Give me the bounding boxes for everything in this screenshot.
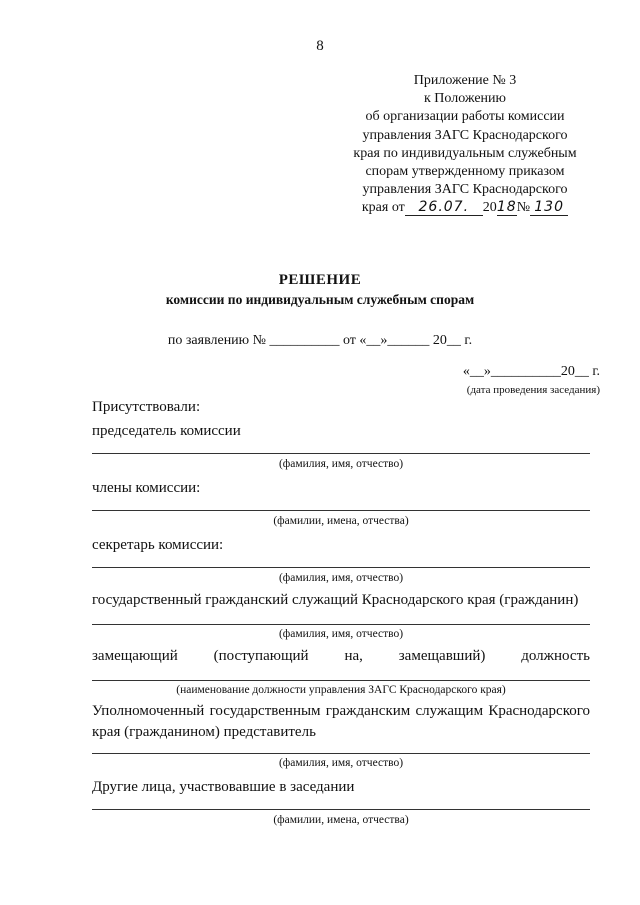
handwritten-year: 18 [496,199,517,216]
year-prefix: 20 [482,200,497,216]
servant-caption: (фамилия, имя, отчество) [278,628,404,640]
decision-title: РЕШЕНИЕ [278,272,362,288]
others-label: Другие лица, участвовавшие в заседании [92,779,355,795]
others-caption: (фамилии, имена, отчества) [273,814,409,826]
position-word: на, [344,648,363,664]
appendix-line: спорам утвержденному приказом [365,164,565,180]
chairman-fill-line [92,453,590,454]
servant-fill-line [92,624,590,625]
appendix-line: управления ЗАГС Краснодарского [362,182,568,198]
secretary-fill-line [92,567,590,568]
position-caption: (наименование должности управления ЗАГС Краснодарского края) [176,684,506,696]
members-label: члены комиссии: [92,480,201,496]
page-number: 8 [316,38,324,54]
decision-subtitle: комиссии по индивидуальным служебным спорам [165,292,475,307]
order-prefix: края от [361,200,405,216]
appendix-header [340,72,590,218]
members-fill-line [92,510,590,511]
position-word: замещавший) [398,648,486,664]
position-word: должность [521,648,590,664]
representative-text: Уполномоченный государственным гражданским служащим Краснодарского края (гражданином) представитель [92,703,590,740]
chairman-label: председатель комиссии [92,423,241,439]
appendix-line: управления ЗАГС Краснодарского [362,127,568,143]
present-label: Присутствовали: [92,399,201,415]
members-caption: (фамилии, имена, отчества) [273,515,409,527]
secretary-caption: (фамилия, имя, отчество) [278,572,404,584]
appendix-line: края по индивидуальным служебным [353,145,577,161]
statement-line: по заявлению № __________ от «__»______ 20__ г. [167,333,473,348]
secretary-label: секретарь комиссии: [92,537,224,553]
meeting-date-caption: (дата проведения заседания) [466,384,600,396]
number-sign: № [516,200,531,216]
others-fill-line [92,809,590,810]
position-word: замещающий [92,648,178,664]
meeting-date-line: «__»__________20__ г. [462,364,600,379]
appendix-order-line [340,199,590,217]
appendix-line: к Положению [423,91,506,107]
position-word: (поступающий [213,648,309,664]
handwritten-number: 130 [530,200,568,216]
chairman-caption: (фамилия, имя, отчество) [278,458,404,470]
position-fill-line [92,680,590,681]
appendix-line: об организации работы комиссии [365,109,565,125]
appendix-line: Приложение № 3 [413,73,517,88]
representative-fill-line [92,753,590,754]
servant-label: государственный гражданский служащий Краснодарского края (гражданин) [92,592,579,608]
representative-caption: (фамилия, имя, отчество) [278,757,404,769]
position-row [92,648,590,665]
handwritten-date: 26.07. [405,200,483,216]
